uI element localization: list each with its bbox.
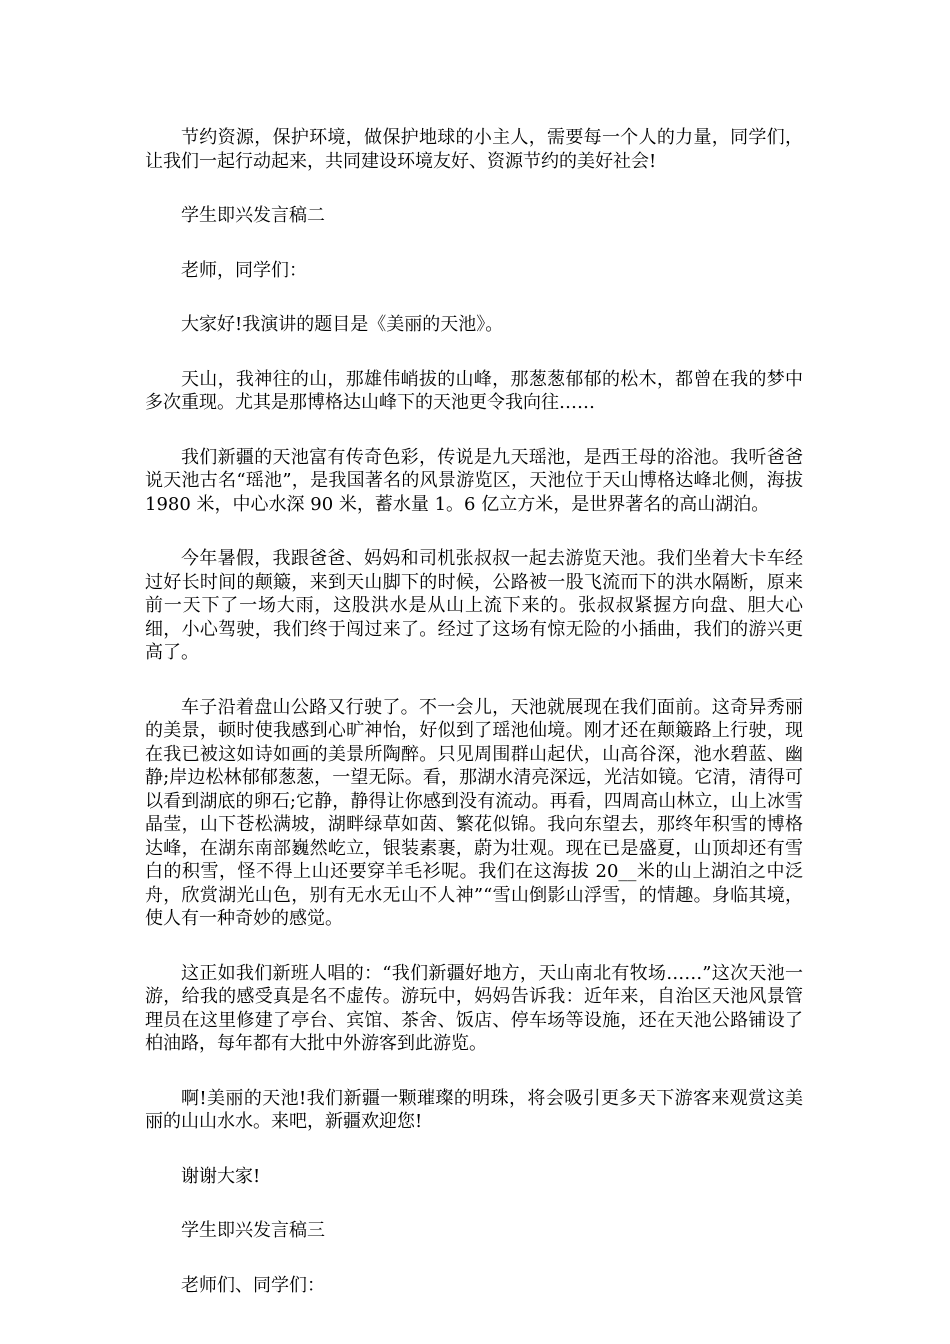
speech-title-two: 学生即兴发言稿二	[181, 205, 325, 226]
salutation: 老师，同学们：	[181, 259, 307, 281]
paragraph-greeting: 大家好!我演讲的题目是《美丽的天池》。	[181, 314, 504, 335]
paragraph-song: 这正如我们新班人唱的：“我们新疆好地方，天山南北有牧场……”这次天池一游，给我的感受真是名不虚传。游玩中，妈妈告诉我：近年来，自治区天池风景管理员在这里修建了亭台、宾馆、茶舍、饭店、停车场等设施，还在天池公路铺设了柏油路，每年都有大批中外游客到此游览。	[145, 962, 803, 1054]
paragraph-tianshan: 天山，我神往的山，那雄伟峭拔的山峰，那葱葱郁郁的松木，都曾在我的梦中多次重现。尤其是那博格达山峰下的天池更令我向往……	[145, 368, 803, 413]
document-body	[145, 126, 803, 1328]
paragraph-thanks: 谢谢大家!	[181, 1165, 261, 1187]
paragraph-conclusion: 啊!美丽的天池!我们新疆一颗璀璨的明珠，将会吸引更多天下游客来观赏这美丽的山山水水。来吧，新疆欢迎您!	[145, 1087, 803, 1132]
salutation-three: 老师们、同学们：	[181, 1274, 325, 1296]
paragraph-legend: 我们新疆的天池富有传奇色彩，传说是九天瑶池，是西王母的浴池。我听爸爸说天池古名“瑶池”，是我国著名的风景游览区，天池位于天山博格达峰北侧，海拔 1980 米，中心水深 90 米，蓄水量 1。6 亿立方米，是世界著名的高山湖泊。	[145, 446, 803, 515]
paragraph-journey: 今年暑假，我跟爸爸、妈妈和司机张叔叔一起去游览天池。我们坐着大卡车经过好长时间的颠簸，来到天山脚下的时候，公路被一股飞流而下的洪水隔断，原来前一天下了一场大雨，这股洪水是从山上流下来的。张叔叔紧握方向盘、胆大心细，小心驾驶，我们终于闯过来了。经过了这场有惊无险的小插曲，我们的游兴更高了。	[145, 548, 803, 663]
paragraph-scenery: 车子沿着盘山公路又行驶了。不一会儿，天池就展现在我们面前。这奇异秀丽的美景，顿时使我感到心旷神怡，好似到了瑶池仙境。刚才还在颠簸路上行驶，现在我已被这如诗如画的美景所陶醉。只见周围群山起伏，山高谷深，池水碧蓝、幽静;岸边松林郁郁葱葱，一望无际。看，那湖水清亮深远，光洁如镜。它清，清得可以看到湖底的卵石;它静，静得让你感到没有流动。再看，四周高山林立，山上冰雪晶莹，山下苍松满坡，湖畔绿草如茵、繁花似锦。我向东望去，那终年积雪的博格达峰，在湖东南部巍然屹立，银装素裹，蔚为壮观。现在已是盛夏，山顶却还有雪白的积雪，怪不得上山还要穿羊毛衫呢。我们在这海拔 20__米的山上湖泊之中泛舟，欣赏湖光山色，别有无水无山不人神”“雪山倒影山浮雪，的情趣。身临其境，使人有一种奇妙的感觉。	[145, 696, 803, 929]
paragraph-closing-appeal: 节约资源，保护环境，做保护地球的小主人，需要每一个人的力量，同学们，让我们一起行动起来，共同建设环境友好、资源节约的美好社会!	[145, 127, 803, 172]
speech-title-three: 学生即兴发言稿三	[181, 1220, 325, 1241]
